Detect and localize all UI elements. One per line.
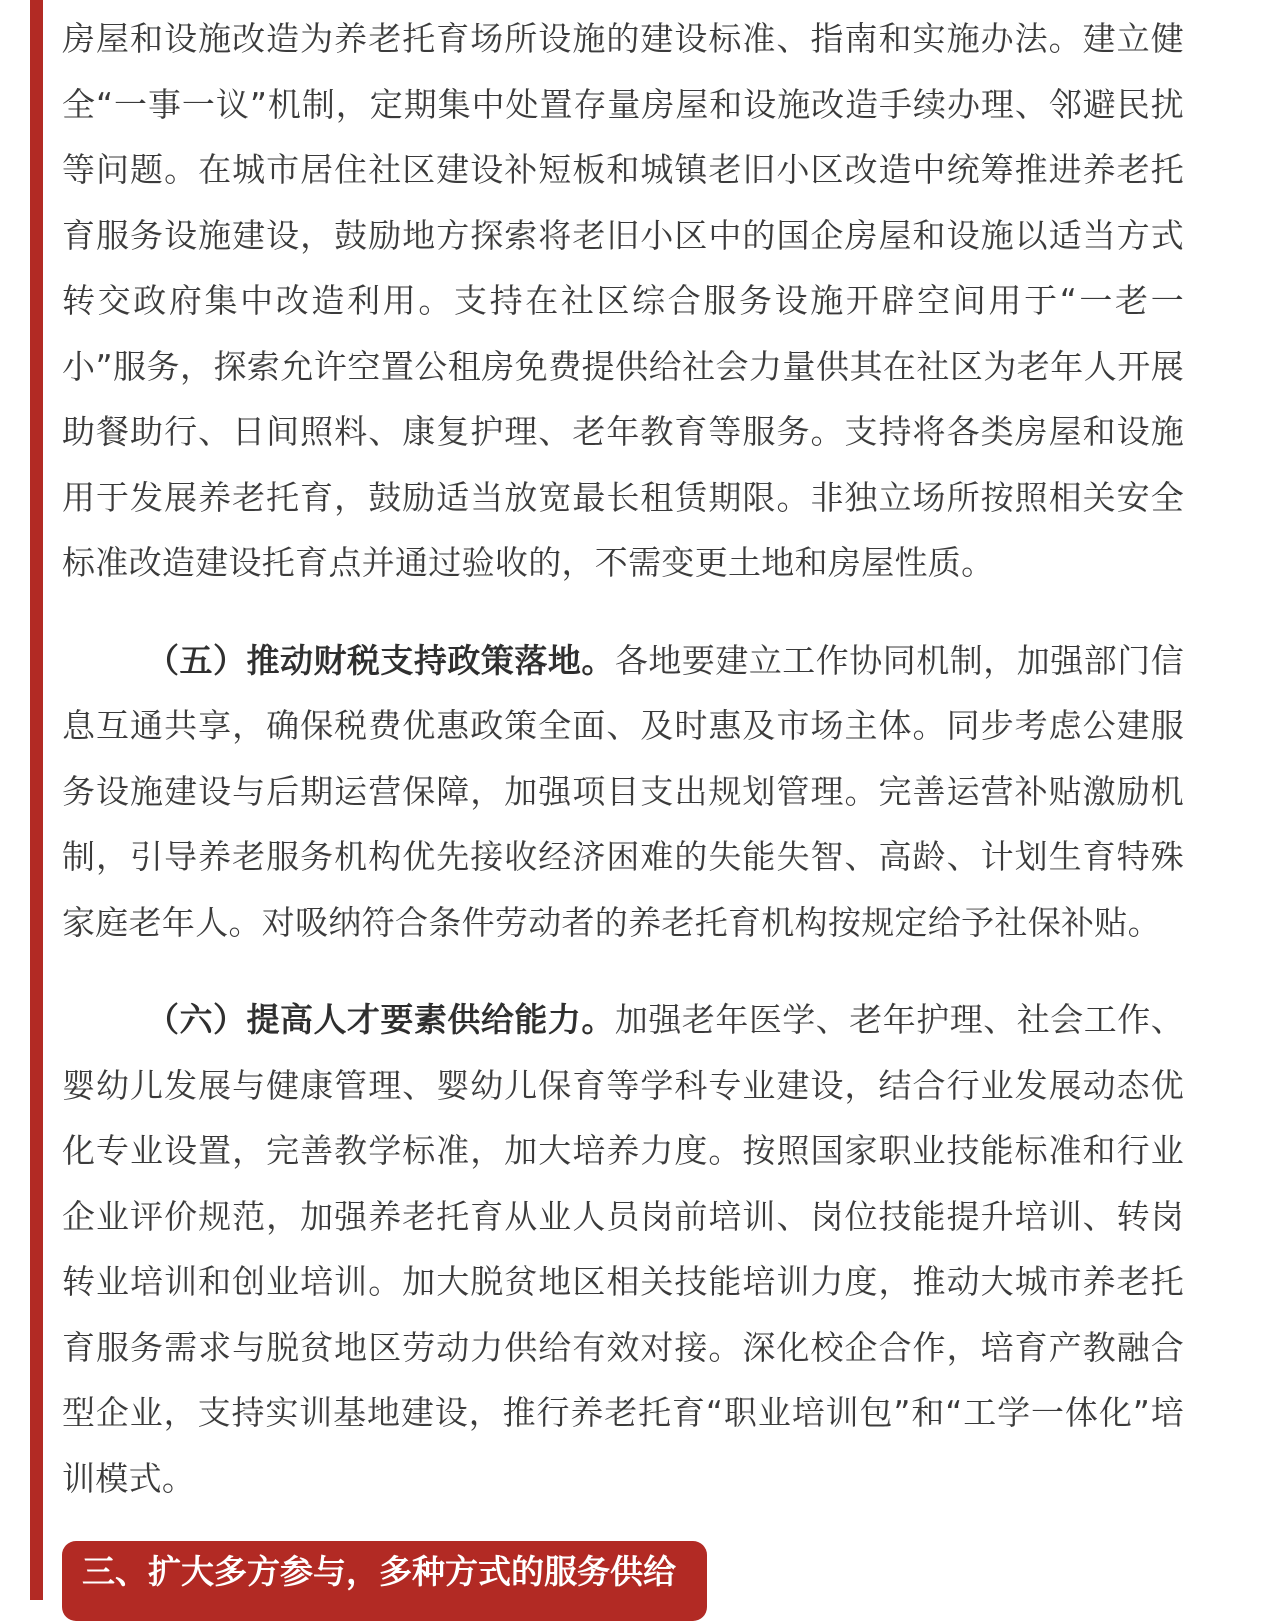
paragraph-text: 房屋和设施改造为养老托育场所设施的建设标准、指南和实施办法。建立健全“一事一议”机制，定期集中处置存量房屋和设施改造手续办理、邻避民扰等问题。在城市居住社区建设补短板和城镇老旧小区改造中统筹推进养老托育服务设施建设，鼓励地方探索将老旧小区中的国企房屋和设施以适当方式转交政府集中改造利用。支持在社区综合服务设施开辟空间用于“一老一小”服务，探索允许空置公租房免费提供给社会力量供其在社区为老年人开展助餐助行、日间照料、康复护理、老年教育等服务。支持将各类房屋和设施用于发展养老托育，鼓励适当放宽最长租赁期限。非独立场所按照相关安全标准改造建设托育点并通过验收的，不需变更土地和房屋性质。: [62, 19, 1184, 582]
next-section-heading: 三、扩大多方参与，多种方式的服务供给: [62, 1541, 707, 1621]
paragraph-text: 各地要建立工作协同机制，加强部门信息互通共享，确保税费优惠政策全面、及时惠及市场主体。同步考虑公建服务设施建设与后期运营保障，加强项目支出规划管理。完善运营补贴激励机制，引导养老服务机构优先接收经济困难的失能失智、高龄、计划生育特殊家庭老年人。对吸纳符合条件劳动者的养老托育机构按规定给予社保补贴。: [62, 640, 1184, 942]
paragraph-text: 加强老年医学、老年护理、社会工作、婴幼儿发展与健康管理、婴幼儿保育等学科专业建设，结合行业发展动态优化专业设置，完善教学标准，加大培养力度。按照国家职业技能标准和行业企业评价规范，加强养老托育从业人员岗前培训、岗位技能提升培训、转岗转业培训和创业培训。加大脱贫地区相关技能培训力度，推动大城市养老托育服务需求与脱贫地区劳动力供给有效对接。深化校企合作，培育产教融合型企业，支持实训基地建设，推行养老托育“职业培训包”和“工学一体化”培训模式。: [62, 1000, 1184, 1498]
paragraph-lead-heading: （六）提高人才要素供给能力。: [146, 1000, 615, 1039]
left-accent-bar: [30, 0, 43, 1600]
paragraph-lead-heading: （五）推动财税支持政策落地。: [146, 640, 615, 680]
paragraph-continuation: [62, 6, 1184, 596]
paragraph-section-6: [62, 987, 1184, 1511]
article-body: [62, 6, 1184, 1511]
paragraph-section-5: [62, 628, 1184, 956]
